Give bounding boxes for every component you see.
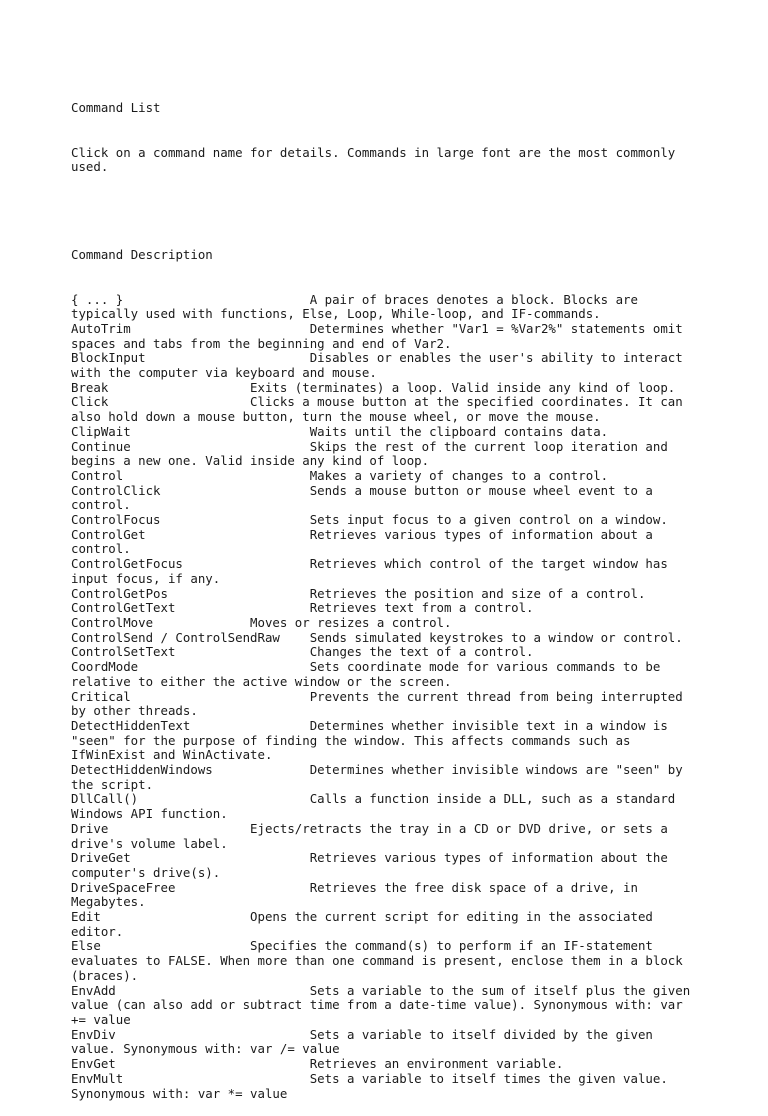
command-entry[interactable]: AutoTrim Determines whether "Var1 = %Var2%" statements omit spaces and tabs from the beginning and end of Var2. xyxy=(71,320,691,351)
command-entry[interactable]: DetectHiddenWindows Determines whether invisible windows are "seen" by the script. xyxy=(71,762,691,792)
command-entry[interactable]: ControlGetPos Retrieves the position and size of a control. xyxy=(71,585,646,601)
command-entry[interactable]: ClipWait Waits until the clipboard contains data. xyxy=(71,423,609,439)
command-entry[interactable]: CoordMode Sets coordinate mode for various commands to be relative to either the active window or the screen. xyxy=(71,659,668,689)
command-entry[interactable]: ControlSetText Changes the text of a control. xyxy=(71,644,534,660)
command-entry[interactable]: BlockInput Disables or enables the user's ability to interact with the computer via keyboard and mouse. xyxy=(71,350,691,381)
command-entry[interactable]: Critical Prevents the current thread from being interrupted by other threads. xyxy=(71,688,691,719)
command-entry[interactable]: ControlSend / ControlSendRaw Sends simulated keystrokes to a window or control. xyxy=(71,629,683,645)
document-intro: Click on a command name for details. Commands in large font are the most commonly used. xyxy=(71,144,683,175)
command-entry[interactable]: DetectHiddenText Determines whether invisible text in a window is "seen" for the purpose of finding the window. This affects commands such as IfWinExist and WinActivate. xyxy=(71,717,676,763)
command-entry[interactable]: Break Exits (terminates) a loop. Valid inside any kind of loop. xyxy=(71,379,676,395)
command-entry[interactable]: DllCall() Calls a function inside a DLL, such as a standard Windows API function. xyxy=(71,791,683,822)
command-entry[interactable]: DriveGet Retrieves various types of information about the computer's drive(s). xyxy=(71,850,676,880)
command-list-document xyxy=(71,72,701,1116)
command-entry[interactable]: EnvGet Retrieves an environment variable. xyxy=(71,1056,564,1072)
command-entry[interactable]: Else Specifies the command(s) to perform if an IF-statement evaluates to FALSE. When more than one command is present, enclose them in a block (braces). xyxy=(71,938,691,983)
command-entry[interactable]: DriveSpaceFree Retrieves the free disk space of a drive, in Megabytes. xyxy=(71,879,646,910)
blank-line xyxy=(71,204,701,219)
command-entry[interactable]: EnvDiv Sets a variable to itself divided by the given value. Synonymous with: var /= value xyxy=(71,1026,661,1057)
command-entry[interactable]: Continue Skips the rest of the current loop iteration and begins a new one. Valid inside any kind of loop. xyxy=(71,438,676,469)
command-entry[interactable]: EnvAdd Sets a variable to the sum of itself plus the given value (can also add or subtract time from a date-time value). Synonymous with: var += value xyxy=(71,982,698,1027)
command-entry[interactable]: Drive Ejects/retracts the tray in a CD or DVD drive, or sets a drive's volume label. xyxy=(71,820,676,851)
command-entry[interactable]: EnvMult Sets a variable to itself times the given value. Synonymous with: var *= value xyxy=(71,1070,676,1101)
document-title: Command List xyxy=(71,100,161,116)
command-entry[interactable]: ControlGetText Retrieves text from a control. xyxy=(71,600,534,616)
table-header: Command Description xyxy=(71,247,213,263)
command-entry[interactable]: ControlMove Moves or resizes a control. xyxy=(71,615,452,630)
command-entry[interactable]: ControlGetFocus Retrieves which control of the target window has input focus, if any. xyxy=(71,556,676,586)
command-entry[interactable]: Control Makes a variety of changes to a control. xyxy=(71,467,609,483)
command-entry[interactable]: { ... } A pair of braces denotes a block. Blocks are typically used with functions, Else, Loop, While-loop, and IF-commands. xyxy=(71,291,646,322)
command-entry[interactable]: ControlFocus Sets input focus to a given control on a window. xyxy=(71,512,668,528)
command-entry[interactable]: ControlGet Retrieves various types of information about a control. xyxy=(71,526,661,557)
command-entry[interactable]: ControlClick Sends a mouse button or mouse wheel event to a control. xyxy=(71,482,661,513)
command-entry[interactable]: Edit Opens the current script for editing in the associated editor. xyxy=(71,909,661,939)
command-entry[interactable]: Click Clicks a mouse button at the specified coordinates. It can also hold down a mouse button, turn the mouse wheel, or move the mouse. xyxy=(71,394,691,425)
command-entries xyxy=(71,293,701,1102)
